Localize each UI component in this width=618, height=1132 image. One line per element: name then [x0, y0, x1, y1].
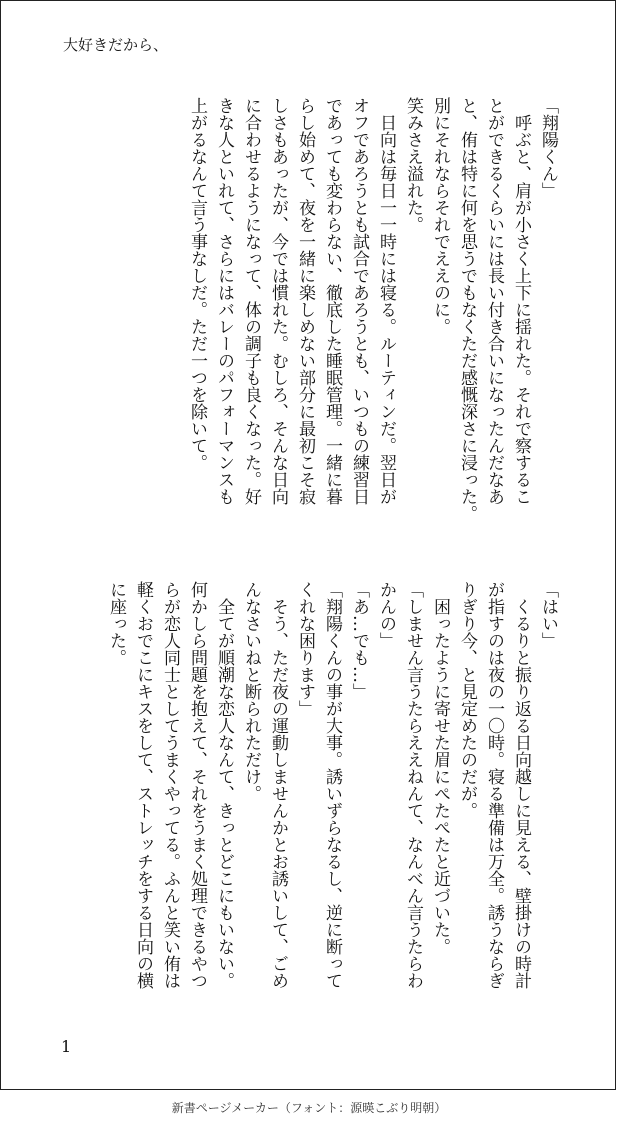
text-line: が指すのは夜の一〇時。寝る準備は万全。誘うならぎ — [484, 581, 504, 989]
text-line: に座った。 — [106, 581, 126, 666]
text-line: かんの」 — [376, 581, 396, 649]
text-line: 「はい」 — [538, 581, 558, 649]
text-line: に合わせるようになって、体の調子も良くなった。好 — [241, 97, 261, 505]
text-line: そう、ただ夜の運動しませんかとお誘いして、ごめ — [268, 581, 288, 989]
text-line: 軽くおでこにキスをして、ストレッチをする日向の横 — [133, 581, 153, 989]
text-line: きな人といれて、さらにはバレーのパフォーマンスも — [214, 97, 234, 505]
text-line: りぎり今、と見定めたのだが。 — [457, 581, 477, 819]
text-line: くるりと振り返る日向越しに見える、壁掛けの時計 — [511, 581, 531, 989]
text-line: しさもあったが、今では慣れた。むしろ、そんな日向 — [268, 97, 288, 505]
text-line: 何かしら問題を抱えて、それをうまく処理できるやつ — [187, 581, 207, 989]
page-number: 1 — [61, 1037, 72, 1056]
running-head: 大好きだから、 — [63, 36, 169, 54]
text-line: 呼ぶと、肩が小さく上下に揺れた。それで察するこ — [511, 97, 531, 505]
text-line: 「しません言うたらええねんて、なんべん言うたらわ — [403, 581, 423, 989]
text-line: 笑みさえ溢れた。 — [403, 97, 423, 233]
text-line: 困ったように寄せた眉にぺたぺたと近づいた。 — [430, 581, 450, 955]
text-line: であっても変わらない、徹底した睡眠管理。一緒に暮 — [322, 97, 342, 505]
text-line: 日向は毎日一一時には寝る。ルーティンだ。翌日が — [376, 97, 396, 505]
text-line: 別にそれならそれでええのに。 — [430, 97, 450, 335]
footer-credit: 新書ページメーカー（フォント：源暎こぶり明朝） — [171, 1101, 447, 1115]
text-line: 「翔陽くんの事が大事。誘いずらなるし、逆に断って — [322, 581, 342, 989]
text-line: くれな困ります」 — [295, 581, 315, 717]
text-line: 全てが順潮な恋人なんて、きっとどこにもいない。 — [214, 581, 234, 989]
text-line: らが恋人同士としてうまくやってる。ふんと笑い侑は — [160, 581, 180, 989]
text-line: 「あ…でも…」 — [349, 581, 369, 700]
text-line: 「翔陽くん」 — [538, 97, 558, 199]
text-line: と、侑は特に何を思うでもなくただ感慨深さに浸った。 — [457, 97, 477, 522]
text-block-bottom — [102, 581, 561, 1021]
text-line: んなさいねと断られただけ。 — [241, 581, 261, 802]
text-line: とができるくらいには長い付き合いになったんだなあ — [484, 97, 504, 505]
text-line: 上がるなんて言う事なしだ。ただ一つを除いて。 — [187, 97, 207, 471]
text-block-top — [183, 97, 561, 537]
text-line: オフであろうとも試合であろうとも、いつもの練習日 — [349, 97, 369, 505]
text-line: らし始めて、夜を一緒に楽しめない部分に最初こそ寂 — [295, 97, 315, 505]
